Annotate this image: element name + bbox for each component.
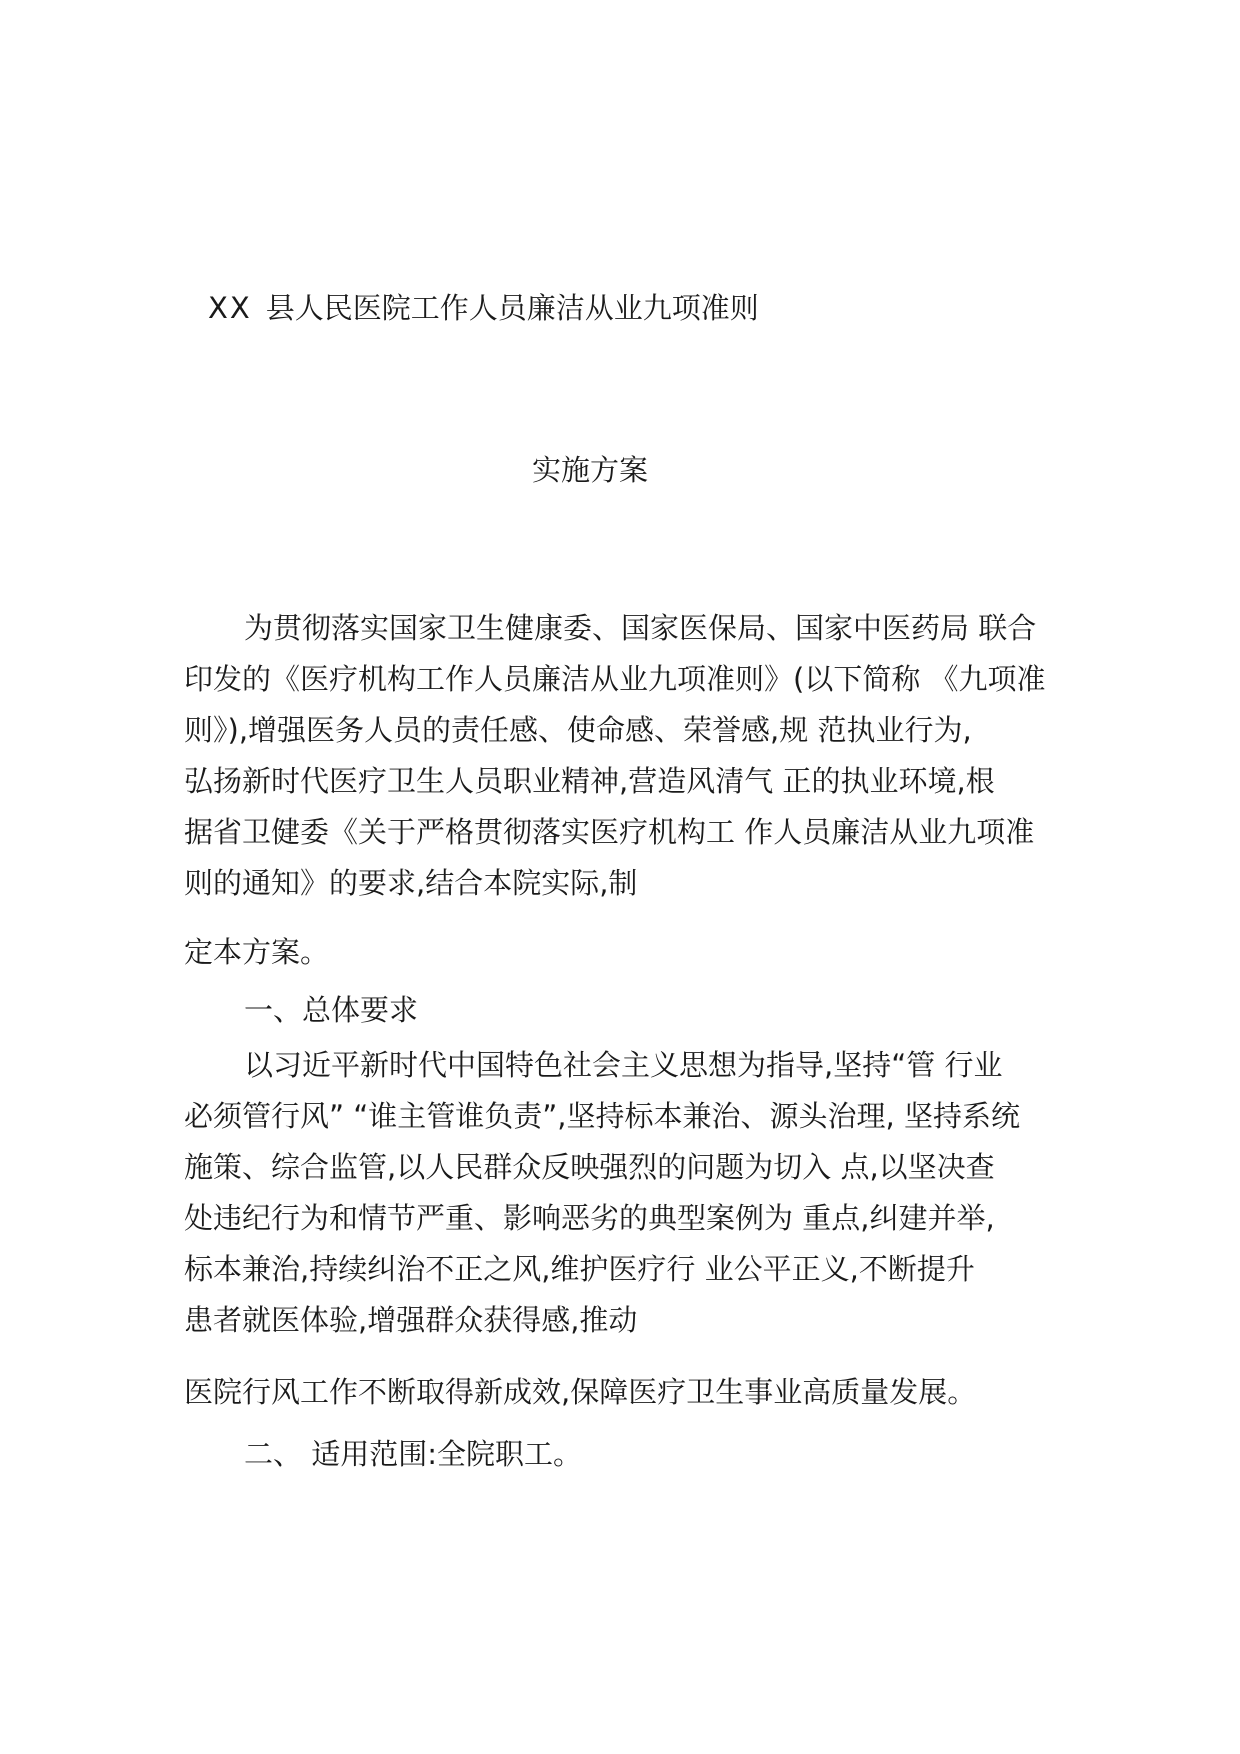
section-2-heading-text: 二、 适用范围:全院职工。 (244, 1437, 582, 1471)
section-2-heading (184, 1429, 1064, 1480)
section-1-line: 标本兼治,持续纠治不正之风,维护医疗行 业公平正义,不断提升 (184, 1252, 975, 1286)
section-1-end-line: 医院行风工作不断取得新成效,保障医疗卫生事业高质量发展。 (184, 1375, 977, 1409)
intro-line: 则》),增强医务人员的责任感、使命感、荣誉感,规 范执业行为, (184, 713, 972, 747)
section-1-heading (184, 985, 1064, 1036)
intro-line: 弘扬新时代医疗卫生人员职业精神,营造风清气 正的执业环境,根 (184, 764, 995, 798)
intro-line: 据省卫健委《关于严格贯彻落实医疗机构工 作人员廉洁从业九项准 (184, 815, 1035, 849)
section-1-paragraph-end (184, 1367, 1064, 1418)
document-title (208, 286, 759, 327)
intro-line: 印发的《医疗机构工作人员廉洁从业九项准则》(以下简称 《九项准 (184, 662, 1046, 696)
section-1-line: 患者就医体验,增强群众获得感,推动 (184, 1303, 638, 1337)
section-1-line: 处违纪行为和情节严重、影响恶劣的典型案例为 重点,纠建并举, (184, 1201, 995, 1235)
intro-line: 为贯彻落实国家卫生健康委、国家医保局、国家中医药局 联合 (244, 611, 1037, 645)
intro-paragraph (184, 603, 1064, 909)
intro-paragraph-end (184, 927, 1064, 978)
title-text: 县人民医院工作人员廉洁从业九项准则 (265, 291, 759, 325)
section-1-heading-text: 一、总体要求 (244, 993, 419, 1027)
section-1-line: 施策、综合监管,以人民群众反映强烈的问题为切入 点,以坚决查 (184, 1150, 995, 1184)
intro-line: 则的通知》的要求,结合本院实际,制 (184, 866, 638, 900)
intro-end-line: 定本方案。 (184, 935, 330, 969)
section-1-paragraph (184, 1040, 1064, 1346)
title-prefix: XX (208, 291, 252, 325)
document-subtitle: 实施方案 (531, 453, 648, 487)
section-1-line: 以习近平新时代中国特色社会主义思想为指导,坚持“管 行业 (244, 1048, 1003, 1082)
section-1-line: 必须管行风” “谁主管谁负责”,坚持标本兼治、源头治理, 坚持系统 (184, 1099, 1020, 1133)
